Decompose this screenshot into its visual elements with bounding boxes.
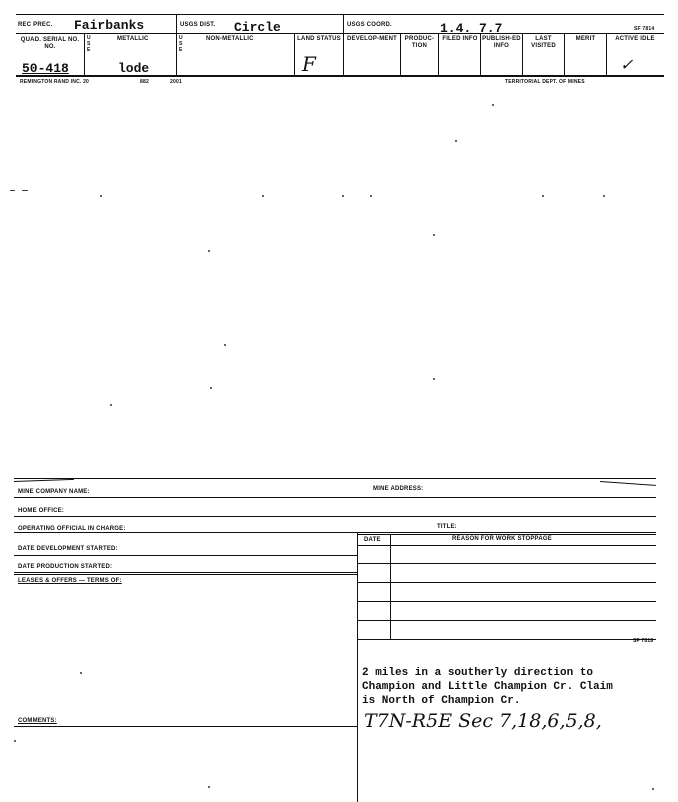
col-divider-9 (564, 33, 565, 75)
active-idle-label: ACTIVE IDLE (615, 36, 655, 42)
rule-official-double (357, 534, 656, 535)
us-label-metallic: U S E (87, 35, 91, 53)
dept-label: TERRITORIAL DEPT. OF MINES (505, 79, 585, 85)
date-col-divider (390, 534, 391, 639)
rec-prec-label: REC PREC. (18, 22, 53, 28)
stoppage-row-3 (357, 601, 656, 602)
comment-line-3: is North of Champion Cr. (362, 695, 521, 707)
header-mid-rule (16, 33, 664, 34)
lower-top-rule (14, 478, 656, 479)
last-visited-label: LAST VISITED (531, 36, 556, 49)
col-divider-2 (176, 14, 177, 75)
metallic-label: METALLIC (117, 36, 149, 42)
lower-top-curl-left (14, 479, 74, 482)
filed-info-label: FILED INFO (442, 36, 478, 42)
form-number: SF 7814 (634, 26, 655, 32)
col-divider-5 (400, 33, 401, 75)
production-label: PRODUC-TION (404, 36, 435, 49)
stoppage-row-4 (357, 620, 656, 621)
lower-top-curl-right (600, 481, 656, 486)
printer-code-1: 882 (140, 79, 149, 85)
development-label: DEVELOP-MENT (346, 36, 398, 42)
stoppage-row-5 (357, 639, 656, 640)
date-col-label: DATE (364, 537, 381, 543)
header-top-rule (16, 14, 664, 15)
stoppage-row-1 (357, 563, 656, 564)
rule-company (14, 497, 656, 498)
col-divider-3 (294, 33, 295, 75)
handwritten-location: T7N-R5E Sec 7,18,6,5,8, (364, 710, 602, 732)
land-status-label: LAND STATUS (297, 36, 341, 42)
usgs-coord-label: USGS COORD. (347, 22, 392, 28)
published-info-label: PUBLISH-ED INFO (482, 36, 521, 49)
merit-label: MERIT (575, 36, 596, 42)
us-label-nonmetallic: U S E (179, 35, 183, 53)
mine-address-label: MINE ADDRESS: (373, 486, 424, 492)
quad-serial-value: 50-418 (22, 61, 69, 76)
rule-home-office (14, 516, 656, 517)
rule-date-development (14, 555, 357, 556)
form-number-2: SF 7818 (633, 638, 654, 644)
date-production-label: DATE PRODUCTION STARTED: (18, 564, 113, 570)
col-divider-6 (438, 33, 439, 75)
col-divider-10 (606, 33, 607, 75)
operating-official-label: OPERATING OFFICIAL IN CHARGE: (18, 526, 126, 532)
date-development-label: DATE DEVELOPMENT STARTED: (18, 546, 118, 552)
title-label: TITLE: (437, 524, 457, 530)
comment-line-1: 2 miles in a southerly direction to (362, 667, 594, 679)
col-divider-7 (480, 33, 481, 75)
comments-label: COMMENTS: (18, 718, 57, 724)
center-divider (357, 532, 358, 802)
leases-label: LEASES & OFFERS — TERMS OF: (18, 578, 122, 584)
stoppage-row-2 (357, 582, 656, 583)
active-idle-mark: ✓ (620, 55, 634, 74)
printer-label: REMINGTON RAND INC. 20 (20, 79, 90, 85)
stoppage-header-rule (357, 545, 656, 546)
mine-company-label: MINE COMPANY NAME: (18, 489, 90, 495)
rec-prec-value: Fairbanks (74, 18, 145, 33)
rule-date-production-double (14, 574, 357, 575)
col-divider-1 (84, 33, 85, 75)
col-divider-4 (343, 14, 344, 75)
header-bottom-rule (16, 75, 664, 77)
land-status-value: F (302, 52, 316, 76)
printer-code-2: 2001 (170, 79, 182, 85)
quad-serial-label: QUAD. SERIAL NO. NO. (20, 37, 80, 50)
comment-line-2: Champion and Little Champion Cr. Claim (362, 681, 613, 693)
usgs-dist-label: USGS DIST. (180, 22, 216, 28)
rule-official (14, 532, 656, 533)
home-office-label: HOME OFFICE: (18, 508, 65, 514)
non-metallic-label: NON-METALLIC (206, 36, 254, 42)
col-divider-8 (522, 33, 523, 75)
usgs-coord-value: 1.4. 7.7 (440, 21, 503, 36)
rule-comments (14, 726, 357, 727)
metallic-value: lode (118, 61, 150, 76)
usgs-dist-value: Circle (234, 20, 281, 35)
reason-col-label: REASON FOR WORK STOPPAGE (452, 536, 552, 542)
rule-date-production (14, 572, 357, 573)
